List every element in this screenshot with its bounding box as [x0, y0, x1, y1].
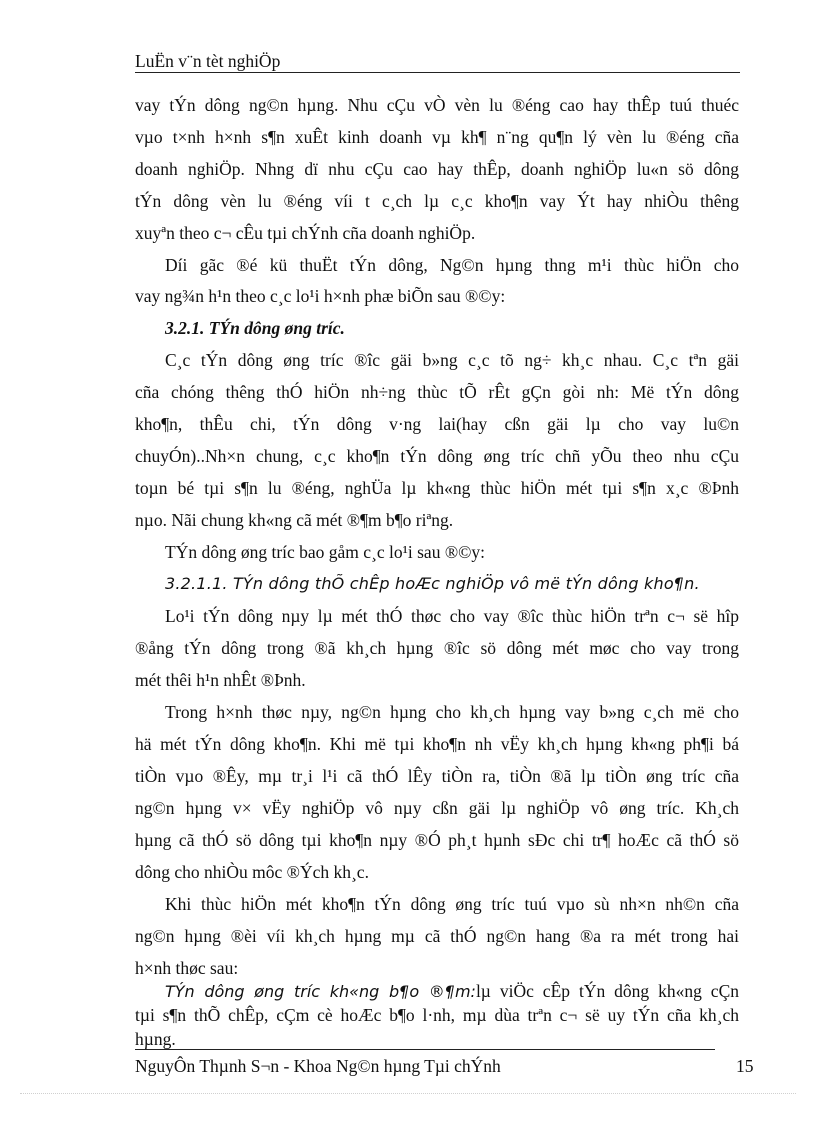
- header-divider: [135, 72, 740, 73]
- para1-line: doanh nghiÖp. Nhng dï nhu cÇu cao hay thÊp, doanh nghiÖp lu«n sö dông: [135, 159, 739, 179]
- para3-line: chuyÓn)..Nh×n chung, c¸c kho¶n tÝn dông øng tríc chñ yÕu theo nhu cÇu: [135, 446, 739, 466]
- para1-line: vay tÝn dông ng©n hµng. Nhu cÇu vÒ vèn lu ®éng cao hay thÊp tuú thuéc: [135, 95, 739, 115]
- subsection-heading: 3.2.1.1. TÝn dông thÕ chÊp hoÆc nghiÖp vô më tÝn dông kho¶n.: [165, 574, 700, 593]
- para5-line: Lo¹i tÝn dông nµy lµ mét thÓ thøc cho vay ®îc thùc hiÖn trªn c¬ së hîp: [165, 606, 739, 626]
- para5-line: ®ång tÝn dông trong ®ã kh¸ch hµng ®îc sö dông mét møc cho vay trong: [135, 638, 739, 658]
- para3-line: toµn bé tµi s¶n lu ®éng, nghÜa lµ kh«ng thùc hiÖn mét tµi s¶n x¸c ®Þnh: [135, 478, 739, 498]
- header-title: LuËn v¨n tèt nghiÖp: [135, 51, 281, 71]
- para7-line: ng©n hµng ®èi víi kh¸ch hµng mµ cã thÓ ng©n hang ®a ra mét trong hai: [135, 926, 739, 946]
- para8-first-line: [165, 980, 739, 1003]
- para8-italic-lead: TÝn dông øng tríc kh«ng b¶o ®¶m:: [165, 982, 476, 1001]
- para3-line: cña chóng thêng thÓ hiÖn nh÷ng thùc tÕ rÊt gÇn gòi nh: Më tÝn dông: [135, 382, 739, 402]
- para1-line: tÝn dông vèn lu ®éng víi t c¸ch lµ c¸c kho¶n vay Ýt hay nhiÒu thêng: [135, 191, 739, 211]
- para4-line: TÝn dông øng tríc bao gåm c¸c lo¹i sau ®©y:: [165, 542, 486, 562]
- para3-line: C¸c tÝn dông øng tríc ®îc gäi b»ng c¸c tõ ng÷ kh¸c nhau. C¸c tªn gäi: [165, 350, 739, 370]
- footer-author: NguyÔn Thµnh S¬n - Khoa Ng©n hµng Tµi chÝnh: [135, 1056, 501, 1076]
- para7-line: Khi thùc hiÖn mét kho¶n tÝn dông øng tríc tuú vµo sù nh×n nh©n cña: [165, 894, 739, 914]
- para6-line: hä mét tÝn dông kho¶n. Khi më tµi kho¶n nh vËy kh¸ch hµng kh«ng ph¶i bá: [135, 734, 739, 754]
- para6-line: ng©n hµng v× vËy nghiÖp vô nµy cßn gäi lµ nghiÖp vô øng tríc. Kh¸ch: [135, 798, 739, 818]
- para8-line: tµi s¶n thÕ chÊp, cÇm cè hoÆc b¶o l·nh, mµ dùa trªn c¬ së uy tÝn cña kh¸ch: [135, 1005, 739, 1025]
- para7-line: h×nh thøc sau:: [135, 958, 239, 978]
- para1-line: xuyªn theo c¬ cÊu tµi chÝnh cña doanh nghiÖp.: [135, 223, 476, 243]
- para5-line: mét thêi h¹n nhÊt ®Þnh.: [135, 670, 306, 690]
- para8-line: hµng.: [135, 1029, 176, 1049]
- para8-lead-rest: lµ viÖc cÊp tÝn dông kh«ng cÇn: [475, 981, 739, 1001]
- section-heading: 3.2.1. TÝn dông øng tríc.: [165, 318, 345, 338]
- para2-line: Díi gãc ®é kü thuËt tÝn dông, Ng©n hµng thng m¹i thùc hiÖn cho: [165, 255, 739, 275]
- para2-line: vay ng¾n h¹n theo c¸c lo¹i h×nh phæ biÕn sau ®©y:: [135, 286, 506, 306]
- page-edge-divider: [20, 1093, 796, 1094]
- para6-line: Trong h×nh thøc nµy, ng©n hµng cho kh¸ch hµng vay b»ng c¸ch më cho: [165, 702, 739, 722]
- para6-line: hµng cã thÓ sö dông tµi kho¶n nµy ®Ó ph¸t hµnh sÐc chi tr¶ hoÆc cã thÓ sö: [135, 830, 739, 850]
- para1-line: vµo t×nh h×nh s¶n xuÊt kinh doanh vµ kh¶ n¨ng qu¶n lý vèn lu ®éng cña: [135, 127, 739, 147]
- page-number: 15: [736, 1056, 754, 1076]
- para6-line: tiÒn vµo ®Êy, mµ tr¸i l¹i cã thÓ lÊy tiÒn ra, tiÒn ®ã lµ tiÒn øng tríc cña: [135, 766, 739, 786]
- para3-line: nµo. Nãi chung kh«ng cã mét ®¶m b¶o riªng.: [135, 510, 454, 530]
- footer-divider: [135, 1049, 715, 1050]
- para6-line: dông cho nhiÒu môc ®Ých kh¸c.: [135, 862, 369, 882]
- para3-line: kho¶n, thÊu chi, tÝn dông v·ng lai(hay cßn gäi lµ cho vay lu©n: [135, 414, 739, 434]
